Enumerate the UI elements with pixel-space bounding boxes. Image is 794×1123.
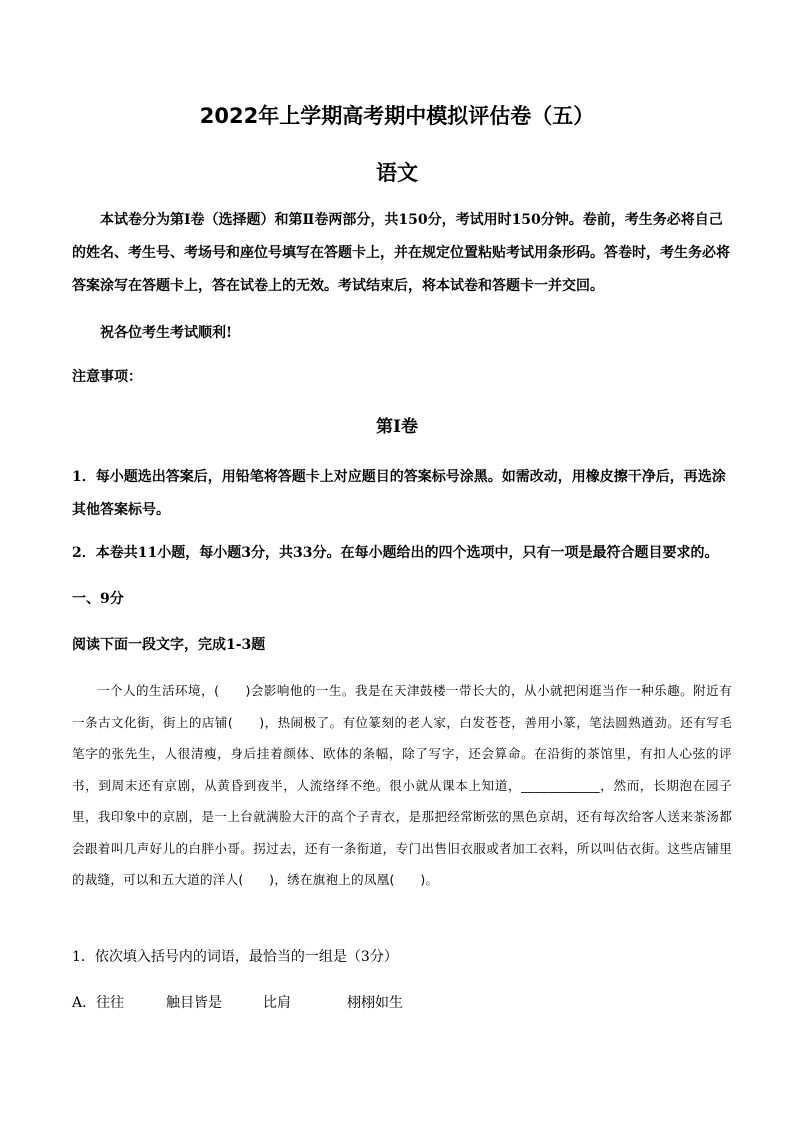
option-a-word: 栩栩如生 <box>347 995 403 1011</box>
subject-title: 语文 <box>376 161 418 185</box>
option-a-word: 比肩 <box>263 995 291 1011</box>
part-heading: 一、9分 <box>72 591 124 607</box>
question-1: 1．依次填入括号内的词语，最恰当的一组是（3分） <box>72 949 398 965</box>
rule-item: 2．本卷共11小题，每小题3分，共33分。在每小题给出的四个选项中，只有一项是最符合题目要求的。 <box>72 545 719 561</box>
section-title: 第Ⅰ卷 <box>376 417 418 437</box>
exam-title: 2022年上学期高考期中模拟评估卷（五） <box>199 104 595 128</box>
good-luck-text: 祝各位考生考试顺利! <box>100 325 233 341</box>
reading-instruction: 阅读下面一段文字，完成1-3题 <box>72 637 266 653</box>
rule-item: 1．每小题选出答案后，用铅笔将答题卡上对应题目的答案标号涂黑。如需改动，用橡皮擦干净后，再选涂其他答案标号。 <box>72 469 726 518</box>
intro-paragraph: 本试卷分为第Ⅰ卷（选择题）和第Ⅱ卷两部分，共150分，考试用时150分钟。卷前，考生务必将自己的姓名、考生号、考场号和座位号填写在答题卡上，并在规定位置粘贴考试用条形码。答卷时，考生务必将答案涂写在答题卡上，答在试卷上的无效。考试结束后，将本试卷和答题卡一并交回。 <box>72 212 730 294</box>
reading-passage: 一个人的生活环境，( )会影响他的一生。我是在天津鼓楼一带长大的，从小就把闲逛当作一种乐趣。附近有一条古文化街，街上的店铺( )，热闹极了。有位篆刻的老人家，白发苍苍，善用小篆，笔法圆熟遒劲。还有写毛笔字的张先生，人很清瘦，身后挂着颜体、欧体的条幅，除了写字，还会算命。在沿街的茶馆里，有扣人心弦的评书，到周末还有京剧，从黄昏到夜半，人流络绎不绝。很小就从课本上知道，____________，然而，长期泡在园子里，我印象中的京剧，是一上台就满脸大汗的高个子青衣，是那把经常断弦的黑色京胡，还有每次给客人送来茶汤都会跟着叫几声好儿的白胖小哥。拐过去，还有一条衔道，专门出售旧衣服或者加工衣料，所以叫估衣街。这些店铺里的裁缝，可以和五大道的洋人( )，绣在旗袍上的凤凰( )。 <box>72 683 732 887</box>
notice-label: 注意事项： <box>72 369 142 385</box>
option-a-label: A．往往 <box>72 995 125 1011</box>
option-a-word: 触目皆是 <box>166 995 222 1011</box>
